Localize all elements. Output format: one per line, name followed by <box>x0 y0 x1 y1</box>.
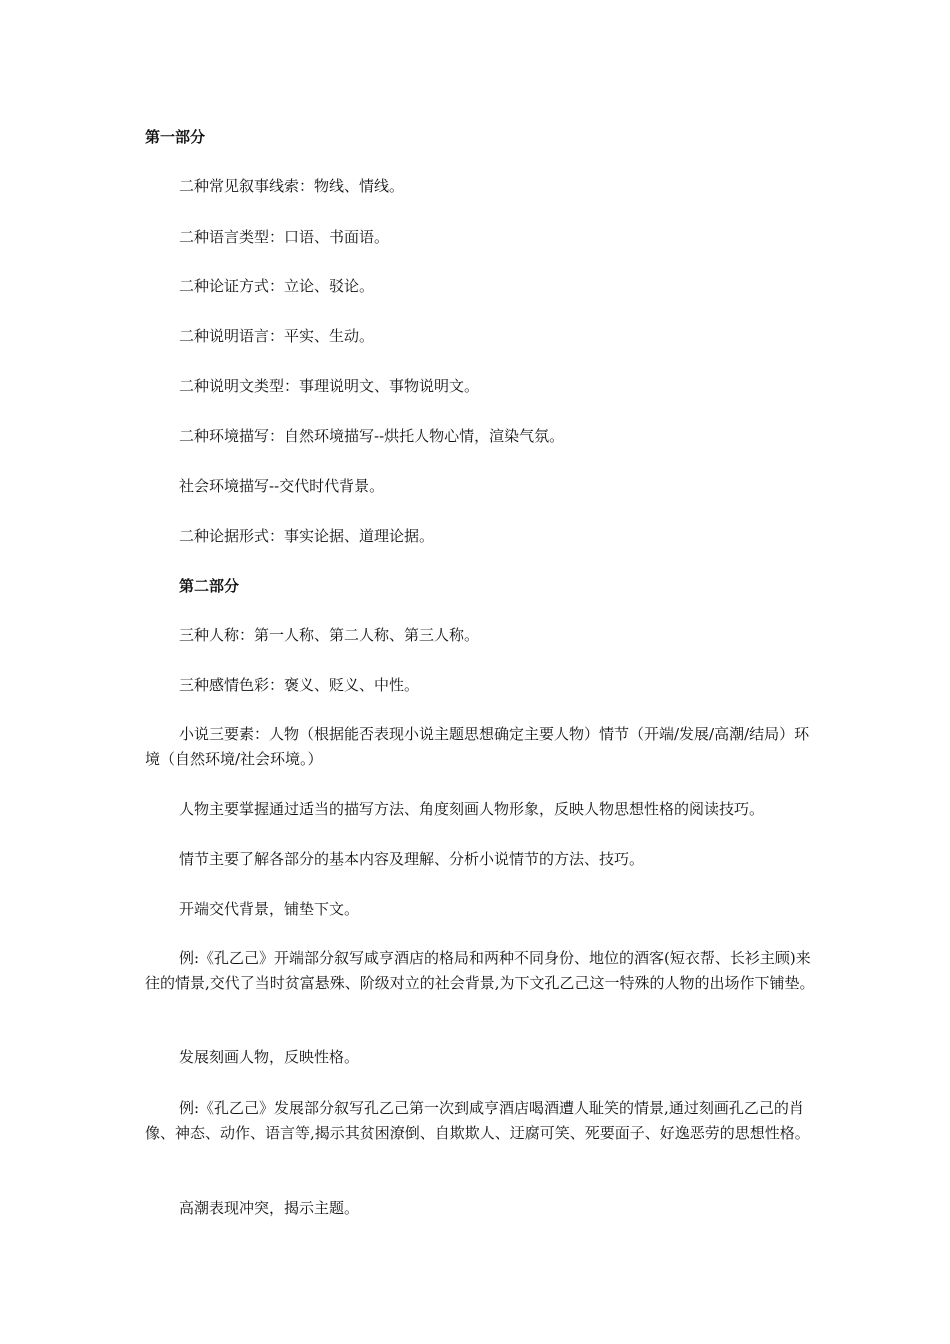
paragraph-novel-elements: 小说三要素：人物（根据能否表现小说主题思想确定主要人物）情节（开端/发展/高潮/结局）环境（自然环境/社会环境。） <box>145 725 810 768</box>
section-heading-1: 第一部分 <box>145 128 206 146</box>
paragraph-climax: 高潮表现冲突，揭示主题。 <box>179 1199 360 1217</box>
paragraph-opening-example: 例:《孔乙己》开端部分叙写咸亨酒店的格局和两种不同身份、地位的酒客(短衣帮、长衫主顾)来往的情景,交代了当时贫富悬殊、阶级对立的社会背景,为下文孔乙己这一特殊的人物的出场作下铺垫。 <box>145 949 815 992</box>
paragraph-explanatory-text-types: 二种说明文类型：事理说明文、事物说明文。 <box>179 377 480 395</box>
paragraph-plot-skills: 情节主要了解各部分的基本内容及理解、分析小说情节的方法、技巧。 <box>179 850 645 868</box>
section-heading-2: 第二部分 <box>179 577 240 595</box>
paragraph-opening: 开端交代背景，铺垫下文。 <box>179 900 360 918</box>
paragraph-evidence-forms: 二种论据形式：事实论据、道理论据。 <box>179 527 435 545</box>
paragraph-social-environment: 社会环境描写--交代时代背景。 <box>179 477 385 495</box>
paragraph-emotional-color: 三种感情色彩：褒义、贬义、中性。 <box>179 676 420 694</box>
paragraph-narrative-clues: 二种常见叙事线索：物线、情线。 <box>179 177 405 195</box>
paragraph-narrative-person: 三种人称：第一人称、第二人称、第三人称。 <box>179 626 480 644</box>
paragraph-explanatory-language: 二种说明语言：平实、生动。 <box>179 327 375 345</box>
paragraph-language-types: 二种语言类型：口语、书面语。 <box>179 228 390 246</box>
paragraph-development-example: 例:《孔乙己》发展部分叙写孔乙己第一次到咸亨酒店喝酒遭人耻笑的情景,通过刻画孔乙己的肖像、神态、动作、语言等,揭示其贫困潦倒、自欺欺人、迂腐可笑、死要面子、好逸恶劳的思想性格。 <box>145 1099 810 1142</box>
paragraph-environment-description: 二种环境描写：自然环境描写--烘托人物心情，渲染气氛。 <box>179 427 565 445</box>
paragraph-development: 发展刻画人物，反映性格。 <box>179 1048 360 1066</box>
paragraph-character-skills: 人物主要掌握通过适当的描写方法、角度刻画人物形象，反映人物思想性格的阅读技巧。 <box>179 800 765 818</box>
paragraph-argument-methods: 二种论证方式：立论、驳论。 <box>179 277 375 295</box>
